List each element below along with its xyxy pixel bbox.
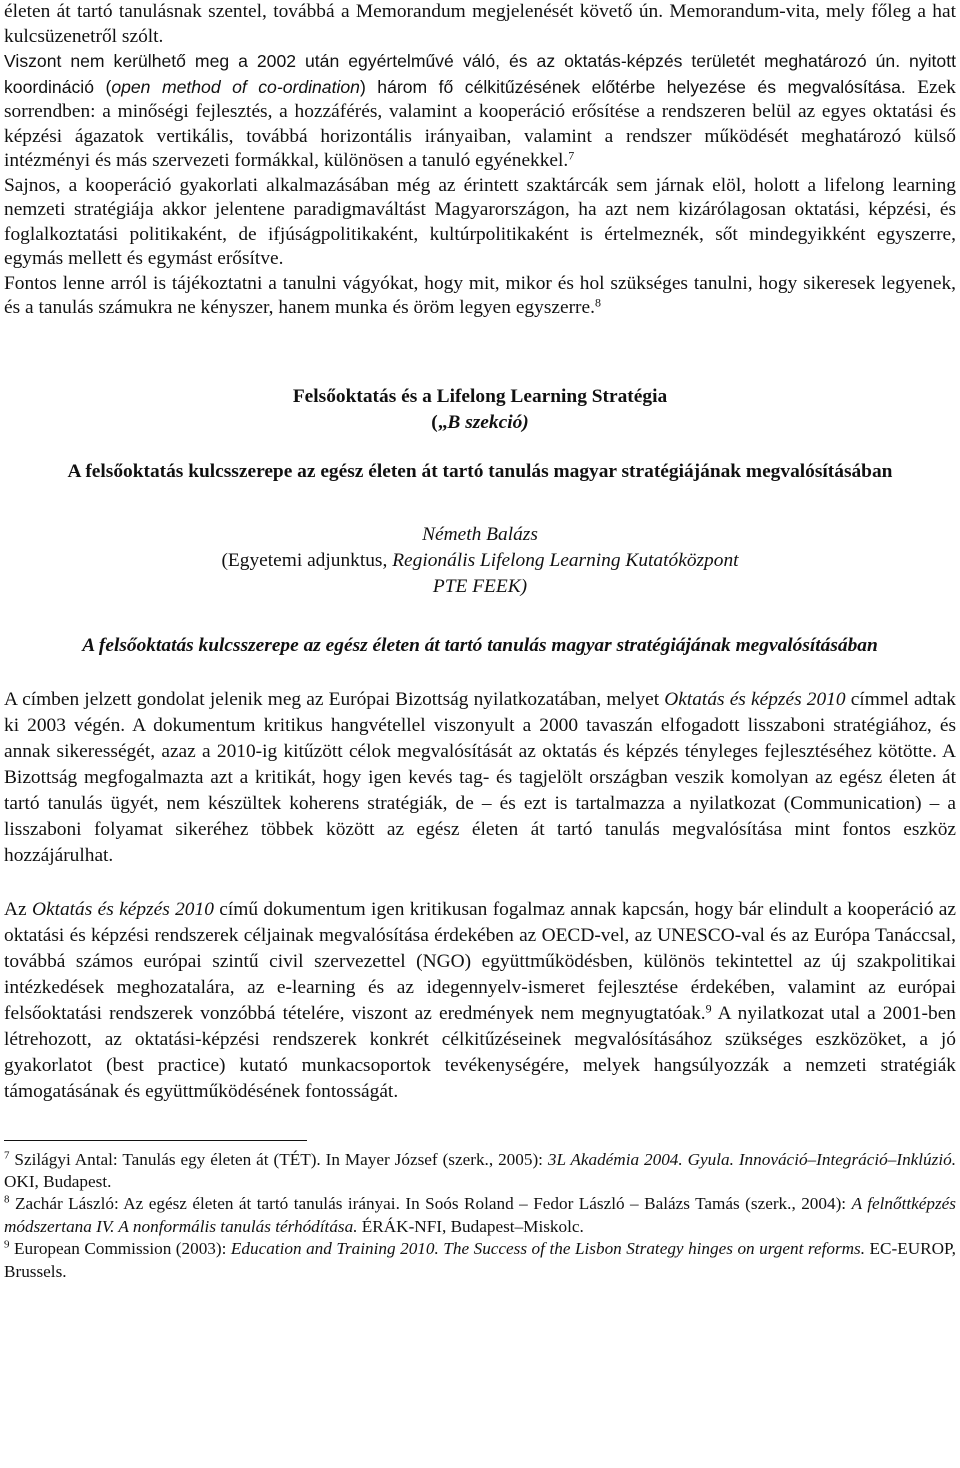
footnote-number: 9	[4, 1238, 10, 1251]
body-paragraph-2	[4, 897, 956, 1105]
body-paragraph-2-text-a: Az	[4, 898, 32, 920]
body-paragraph-1	[4, 687, 956, 869]
footnote-number: 8	[4, 1193, 10, 1206]
body-heading: A felsőoktatás kulcsszerepe az egész életen át tartó tanulás magyar stratégiájának megvalósításában	[82, 634, 878, 656]
footnote-8	[4, 1193, 956, 1238]
footnote-text: Zachár László: Az egész életen át tartó tanulás irányai. In Soós Roland – Fedor László – Balázs Tamás (szerk., 2004):	[9, 1194, 852, 1214]
affiliation-institution: PTE FEEK)	[432, 575, 528, 597]
intro-text	[4, 0, 956, 321]
footnote-publisher: OKI, Budapest.	[4, 1171, 112, 1191]
section-label-rest: szekció)	[460, 411, 529, 433]
footnote-ref-9[interactable]: 9	[705, 1000, 712, 1015]
footnote-ref-7[interactable]: 7	[568, 148, 575, 163]
body-paragraph-2-text-b: című dokumentum igen kritikusan fogalmaz annak kapcsán, hogy bár elindult a kooperáció az oktatási és képzési rendszerek céljainak megvalósítása érdekében az OECD-vel, az UNESCO-val és az Európa Tanáccsal, továbbá számos európai szintű civil szervezettel (NGO) együttműködésben, különös tekintettel az új szakpolitikai intézkedések meghozatalára, az e-learning és az idegennyelv-ismeret fejlesztése érdekében, valamint az európai felsőoktatási rendszerek vonzóbbá tételére, viszont az eredmények nem megnyugtatóak.	[4, 898, 956, 1024]
intro-paragraph-2-text-b: ) három fő célkitűzésének előtérbe helyezése és megvalósítása.	[359, 76, 906, 97]
affiliation-center: Regionális Lifelong Learning Kutatóközpont	[392, 549, 739, 571]
section-label	[4, 410, 956, 436]
intro-paragraph-2-text-c: Ezek sorrendben: a minőségi fejlesztés, a hozzáférés, valamint a kooperáció erősítése a rendszeren belül az egyes oktatási és képzési ágazatok vertikális, továbbá horizontális irányaiban, valamint a rendszer működését meghatározó külső intézményi és más szervezeti formákkal, különösen a tanuló egyénekkel.	[4, 76, 957, 171]
footnote-title: Education and Training 2010. The Success of the Lisbon Strategy hinges on urgent reforms.	[230, 1239, 866, 1259]
author-affiliation	[4, 548, 956, 574]
paper-title: A felsőoktatás kulcsszerepe az egész életen át tartó tanulás magyar stratégiájának megvalósításában	[67, 460, 893, 482]
intro-paragraph-2-lead	[4, 51, 956, 97]
footnote-publisher: EC-EUROP, Brussels.	[4, 1239, 956, 1281]
footnote-text: European Commission (2003):	[9, 1239, 231, 1259]
footnote-ref-8[interactable]: 8	[594, 295, 601, 310]
footnote-title: 3L Akadémia 2004. Gyula. Innováció–Integráció–Inklúzió.	[547, 1149, 957, 1169]
document-page	[4, 0, 956, 1283]
footnote-publisher: ÉRÁK-NFI, Budapest–Miskolc.	[357, 1216, 584, 1236]
footnote-text: Szilágyi Antal: Tanulás egy életen át (TÉT). In Mayer József (szerk., 2005):	[9, 1149, 548, 1169]
footnote-divider	[4, 1140, 307, 1141]
intro-paragraph-4-text: Fontos lenne arról is tájékoztatni a tanulni vágyókat, hogy mit, mikor és hol szükséges tanulni, hogy sikeresek legyenek, és a tanulás számukra ne kényszer, hanem munka és öröm legyen egyszerre.	[4, 272, 956, 318]
body-paragraph-2-text-c: A nyilatkozat utal a 2001-ben létrehozott, az oktatási-képzési rendszerek konkrét célkitűzéseinek megvalósításához szükséges eszközöket, a jó gyakorlatot (best practice) kutató munkacsoportok tevékenységére, melyek hangsúlyozzák a nemzeti stratégiák támogatásának és együttműködésének fontosságát.	[4, 1002, 956, 1102]
intro-paragraph-1	[4, 0, 956, 49]
body-paragraph-1-text-a: A címben jelzett gondolat jelenik meg az Európai Bizottság nyilatkozatában, melyet	[4, 688, 665, 710]
footnote-number: 7	[4, 1148, 10, 1161]
footnote-title: A felnőttképzés módszertana IV. A nonformális tanulás térhódítása.	[4, 1194, 956, 1236]
footnote-7	[4, 1149, 956, 1194]
open-method-term: open method of co-ordination	[111, 76, 360, 97]
affiliation-position: (Egyetemi adjunktus,	[221, 549, 393, 571]
author-name: Németh Balázs	[422, 523, 538, 545]
body-paragraph-1-text-b: címmel adtak ki 2003 végén. A dokumentum kritikus hangvétellel viszonyult a 2000 tavaszán elfogadott lisszaboni stratégiához, és annak sikerességét, azaz a 2010-ig kitűzött célok megvalósítását az oktatás és képzés tényleges fejlesztéséhez kötötte. A Bizottság megfogalmazta azt a kritikát, hogy igen kevés tag- és tagjelölt országban veszik komolyan az egész életen át tartó tanulás ügyét, nem készültek koherens stratégiák, de – és ezt is tartalmazza a nyilatkozat (Communication) – a lisszaboni folyamat sikeréhez többek között az egész életen át tartó tanulás megvalósítása mint fontos eszköz hozzájárulhat.	[4, 688, 956, 866]
intro-paragraph-1-text: életen át tartó tanulásnak szentel, továbbá a Memorandum megjelenését követő ún. Memorandum-vita, mely főleg a hat kulcsüzenetről szólt.	[4, 1, 956, 47]
footnote-9	[4, 1238, 956, 1283]
document-title-ref-2: Oktatás és képzés 2010	[31, 898, 214, 920]
document-title-ref: Oktatás és képzés 2010	[664, 688, 846, 710]
intro-paragraph-3	[4, 174, 956, 272]
section-title: Felsőoktatás és a Lifelong Learning Stratégia	[292, 385, 668, 407]
intro-paragraph-4	[4, 272, 956, 321]
section-label-open: („	[431, 411, 448, 433]
footnotes	[4, 1149, 956, 1283]
intro-paragraph-2	[4, 49, 956, 174]
intro-paragraph-2-text-a: Viszont nem kerülhető meg a 2002 után egyértelművé váló, és az oktatás-képzés területét meghatározó ún. nyitott koordináció (	[4, 51, 956, 97]
section-letter: B	[447, 411, 461, 433]
intro-paragraph-3-text: Sajnos, a kooperáció gyakorlati alkalmazásában még az érintett szaktárcák sem járnak elöl, holott a lifelong learning nemzeti stratégiája akkor jelentene paradigmaváltást Magyarországon, ha azt nem kizárólagosan oktatási, képzési, és foglalkoztatási politikaként, de ifjúságpolitikaként, kultúrpolitikaként is értelmeznék, sőt mindegyikként egyszerre, egymás mellett és egymást erősítve.	[4, 174, 956, 269]
author-block	[4, 522, 956, 600]
